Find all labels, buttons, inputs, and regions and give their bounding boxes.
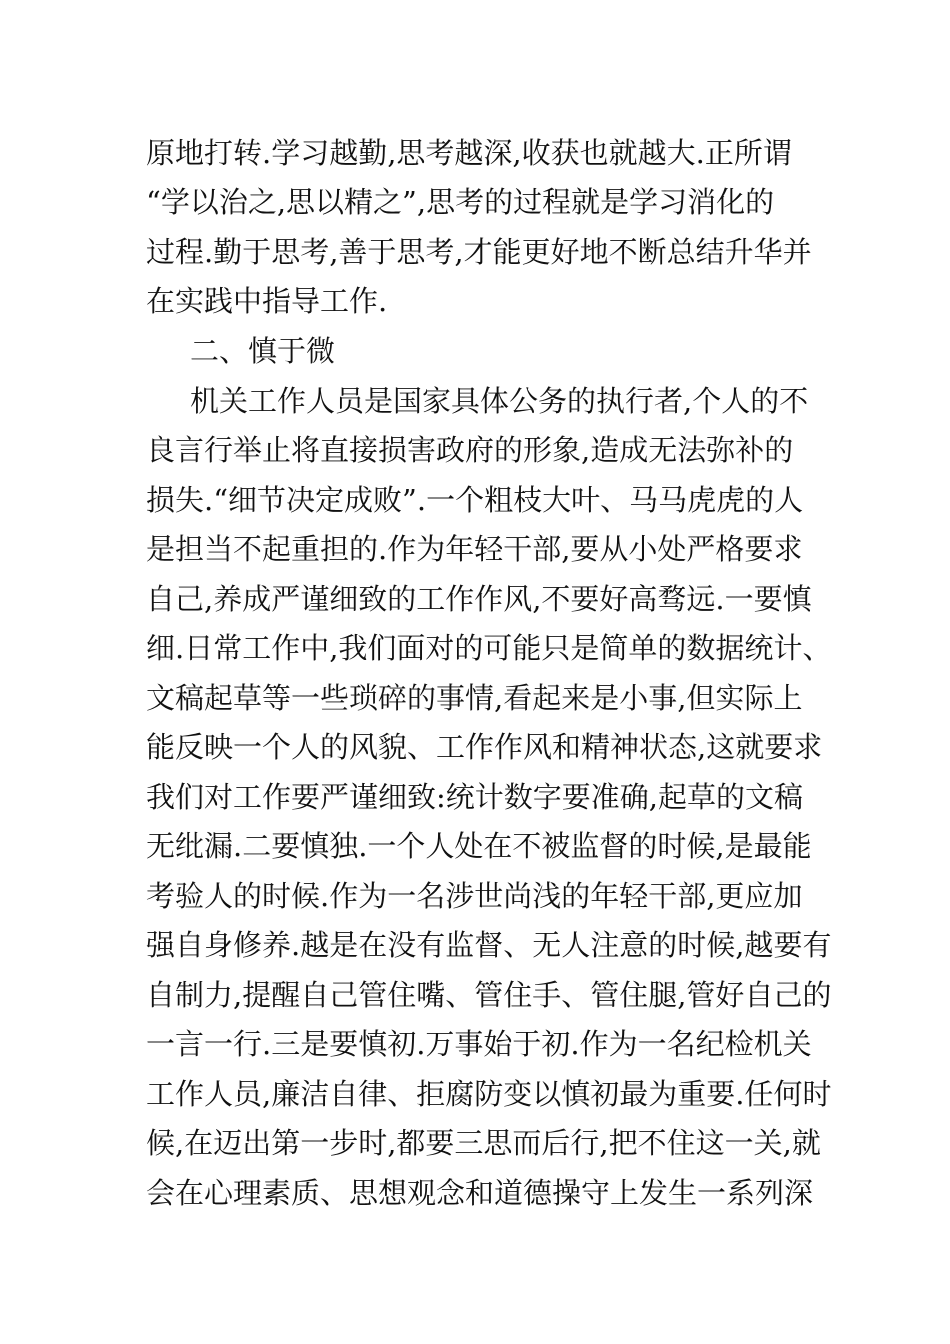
text-line: 强自身修养.越是在没有监督、无人注意的时候,越要有 <box>146 928 832 962</box>
text-line: 机关工作人员是国家具体公务的执行者,个人的不 <box>190 384 809 418</box>
text-line: 无纰漏.二要慎独.一个人处在不被监督的时候,是最能 <box>146 829 812 863</box>
text-line: 一言一行.三是要慎初.万事始于初.作为一名纪检机关 <box>146 1027 812 1061</box>
text-line: 文稿起草等一些琐碎的事情,看起来是小事,但实际上 <box>146 681 803 715</box>
text-line: 良言行举止将直接损害政府的形象,造成无法弥补的 <box>146 433 794 467</box>
text-line: 会在心理素质、思想观念和道德操守上发生一系列深 <box>146 1176 814 1210</box>
text-line: 在实践中指导工作. <box>146 284 388 318</box>
text-line: 损失.“细节决定成败”.一个粗枝大叶、马马虎虎的人 <box>146 483 804 517</box>
text-line: 我们对工作要严谨细致:统计数字要准确,起草的文稿 <box>146 780 803 814</box>
text-line: 原地打转.学习越勤,思考越深,收获也就越大.正所谓 <box>146 136 792 170</box>
text-line: 考验人的时候.作为一名涉世尚浅的年轻干部,更应加 <box>146 879 803 913</box>
text-line: 是担当不起重担的.作为年轻干部,要从小处严格要求 <box>146 532 803 566</box>
section-heading: 二、慎于微 <box>190 334 336 368</box>
text-line: 自制力,提醒自己管住嘴、管住手、管住腿,管好自己的 <box>146 978 832 1012</box>
text-line: 自己,养成严谨细致的工作作风,不要好高骛远.一要慎 <box>146 582 812 616</box>
text-line: “学以治之,思以精之”,思考的过程就是学习消化的 <box>146 185 775 219</box>
text-line: 过程.勤于思考,善于思考,才能更好地不断总结升华并 <box>146 235 812 269</box>
text-line: 候,在迈出第一步时,都要三思而后行,把不住这一关,就 <box>146 1126 821 1160</box>
text-line: 工作人员,廉洁自律、拒腐防变以慎初最为重要.任何时 <box>146 1077 832 1111</box>
text-line: 能反映一个人的风貌、工作作风和精神状态,这就要求 <box>146 730 823 764</box>
text-line: 细.日常工作中,我们面对的可能只是简单的数据统计、 <box>146 631 832 665</box>
